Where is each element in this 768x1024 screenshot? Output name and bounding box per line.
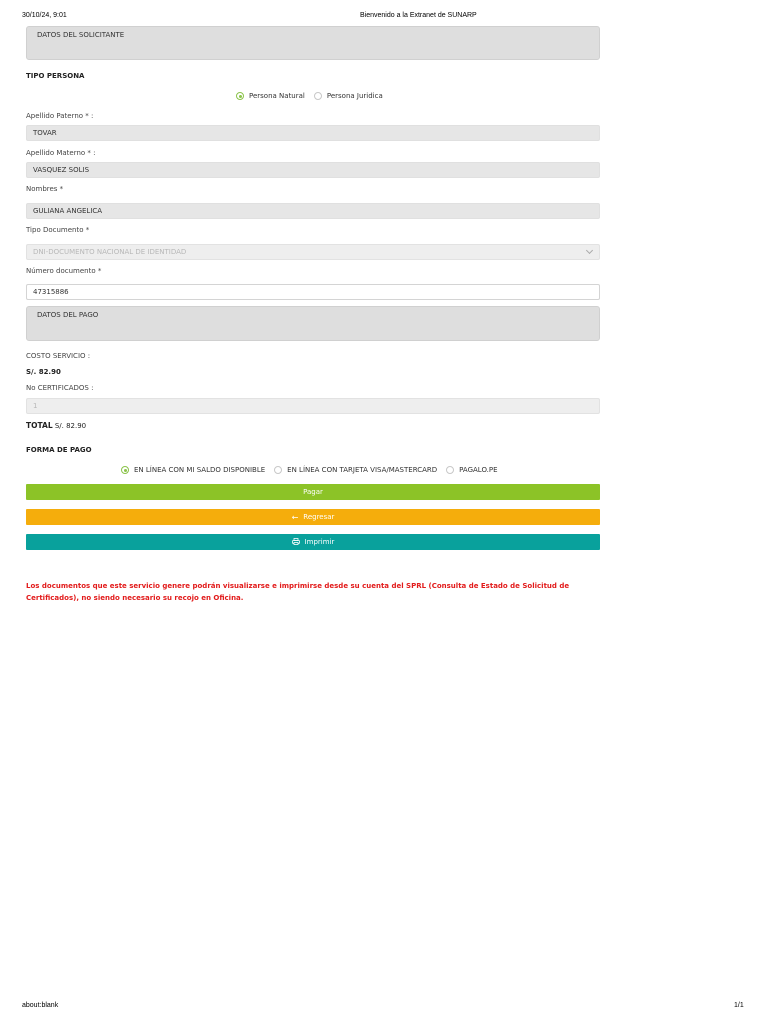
- radio-persona-natural-label: Persona Natural: [249, 92, 305, 100]
- apellido-materno-label: Apellido Materno * :: [26, 149, 96, 157]
- radio-selected-icon[interactable]: [121, 466, 129, 474]
- print-url: about:blank: [22, 1002, 59, 1009]
- print-datetime: 30/10/24, 9:01: [22, 12, 67, 19]
- apellido-materno-field[interactable]: VASQUEZ SOLIS: [26, 162, 600, 178]
- tipo-documento-value: DNI-DOCUMENTO NACIONAL DE IDENTIDAD: [33, 248, 187, 256]
- nombres-label: Nombres *: [26, 185, 64, 193]
- imprimir-button[interactable]: [26, 534, 600, 550]
- numero-documento-field[interactable]: 47315886: [26, 284, 600, 300]
- apellido-paterno-field[interactable]: TOVAR: [26, 125, 600, 141]
- pagar-button-label: Pagar: [303, 488, 323, 496]
- radio-saldo-disponible[interactable]: [121, 466, 265, 474]
- total-value: S/. 82.90: [54, 422, 87, 430]
- regresar-button-label: Regresar: [303, 513, 335, 521]
- apellido-paterno-label: Apellido Paterno * :: [26, 112, 94, 120]
- radio-unselected-icon[interactable]: [274, 466, 282, 474]
- radio-persona-juridica[interactable]: [314, 92, 383, 100]
- pago-panel: [26, 306, 600, 341]
- total-label: TOTAL: [26, 421, 53, 430]
- radio-pagalo-label: PAGALO.PE: [459, 466, 498, 474]
- printer-icon: [292, 538, 300, 547]
- regresar-button[interactable]: [26, 509, 600, 525]
- costo-servicio-value: S/. 82.90: [26, 368, 61, 376]
- pago-panel-title: DATOS DEL PAGO: [37, 311, 99, 319]
- print-title: Bienvenido a la Extranet de SUNARP: [360, 12, 477, 19]
- print-page-number: 1/1: [734, 1002, 744, 1009]
- radio-saldo-disponible-label: EN LÍNEA CON MI SALDO DISPONIBLE: [134, 466, 266, 474]
- solicitante-panel: [26, 26, 600, 60]
- certificados-field[interactable]: 1: [26, 398, 600, 414]
- radio-unselected-icon[interactable]: [314, 92, 322, 100]
- tipo-persona-radio-group: [236, 92, 392, 100]
- radio-unselected-icon[interactable]: [446, 466, 454, 474]
- imprimir-button-label: Imprimir: [304, 538, 335, 546]
- arrow-left-icon: ←: [291, 512, 299, 522]
- tipo-persona-label: TIPO PERSONA: [26, 72, 85, 80]
- radio-persona-juridica-label: Persona Juridica: [326, 92, 383, 100]
- notice-text: Los documentos que este servicio genere podrán visualizarse e imprimirse desde su cuenta del SPRL (Consulta de Estado de Solicitud de Certificados), no siendo necesario su recojo en Oficina.: [26, 582, 570, 602]
- radio-selected-icon[interactable]: [236, 92, 244, 100]
- radio-tarjeta-label: EN LÍNEA CON TARJETA VISA/MASTERCARD: [287, 466, 438, 474]
- chevron-down-icon: [586, 247, 593, 254]
- tipo-documento-select[interactable]: [26, 244, 600, 260]
- forma-pago-label: FORMA DE PAGO: [26, 446, 92, 454]
- pagar-button[interactable]: [26, 484, 600, 500]
- certificados-label: No CERTIFICADOS :: [26, 384, 94, 392]
- radio-persona-natural[interactable]: [236, 92, 305, 100]
- forma-pago-radio-group: [121, 466, 507, 474]
- costo-servicio-label: COSTO SERVICIO :: [26, 352, 91, 360]
- nombres-field[interactable]: GULIANA ANGELICA: [26, 203, 600, 219]
- radio-pagalo[interactable]: [446, 466, 497, 474]
- radio-tarjeta[interactable]: [274, 466, 437, 474]
- total-row: [26, 421, 86, 430]
- solicitante-panel-title: DATOS DEL SOLICITANTE: [37, 31, 125, 39]
- numero-documento-label: Número documento *: [26, 267, 102, 275]
- tipo-documento-label: Tipo Documento *: [26, 226, 90, 234]
